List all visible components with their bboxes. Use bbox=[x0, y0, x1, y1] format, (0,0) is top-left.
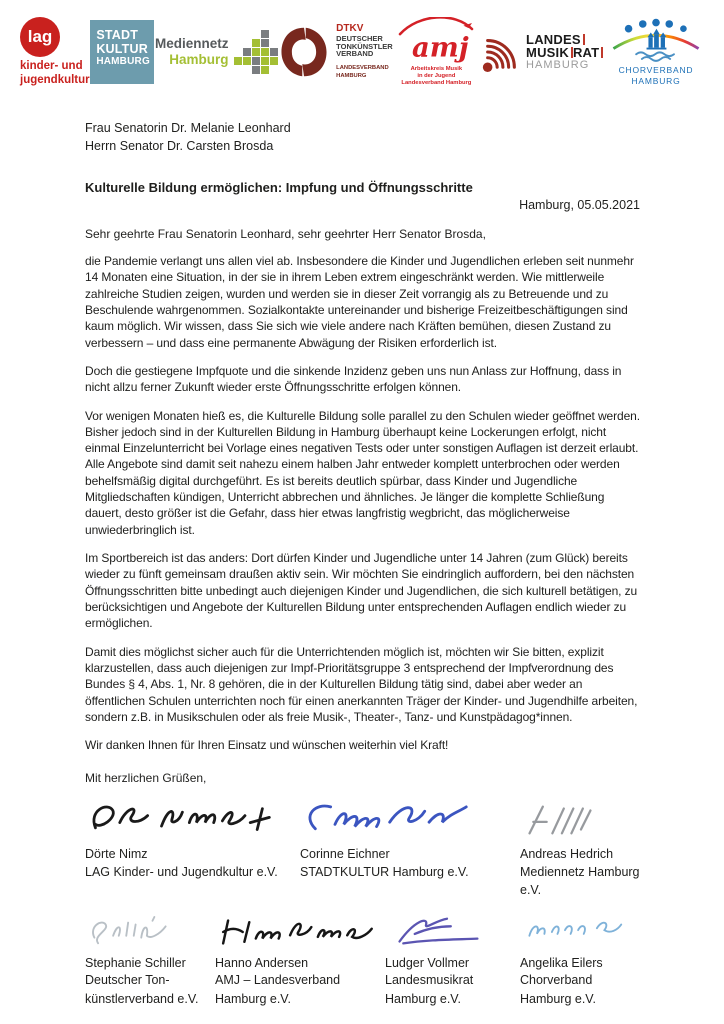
chorverband-emblem-icon bbox=[604, 18, 708, 64]
paragraph-1: die Pandemie verlangt uns allen viel ab. Insbesondere die Kinder und Jugendlichen erleben seit nunmehr 14 Monaten eine Situation, in der sie in ihrem Leben extrem eingeschränkt werden. Wie mittlerweile zahlreiche Studien zeigen, wurden und werden sie in dieser Zeit vorrangig als zu Betreuende und zu Beschulende wahrgenommen. Sozialkontakte untereinander und bisherige Freizeitbeschäftigungen sind kaum möglich. Wir wissen, dass Sie sich wie viele andere nach Kräften bemühen, diesen Zustand zu verbessern – und dass eine permanente Abwägung der Risiken erforderlich ist. bbox=[85, 254, 634, 350]
signature-doerte-nimz-icon bbox=[85, 798, 285, 842]
dtkv-line1: DEUTSCHER bbox=[336, 33, 383, 43]
signature-row-2 bbox=[85, 913, 640, 1008]
recipient-block bbox=[85, 120, 640, 155]
date-line: Hamburg, 05.05.2021 bbox=[519, 198, 640, 212]
landesmusikrat-arcs-icon bbox=[480, 30, 522, 74]
signer-org: Mediennetz Hamburg e.V. bbox=[520, 865, 640, 898]
signer-org-line2: Hamburg e.V. bbox=[385, 991, 461, 1006]
recipient-line2: Herrn Senator Dr. Carsten Brosda bbox=[85, 138, 274, 153]
signature-angelika-eilers-icon bbox=[520, 913, 625, 951]
amj-sub-line1: Arbeitskreis Musik bbox=[410, 65, 463, 72]
lmr-red-bar bbox=[583, 34, 585, 45]
letter-body bbox=[0, 120, 724, 1008]
logo-landesmusikrat bbox=[480, 30, 603, 74]
signer-org: LAG Kinder- und Jugendkultur e.V. bbox=[85, 865, 278, 880]
mediennetz-pixel-grid-icon bbox=[234, 30, 278, 74]
thanks-line: Wir danken Ihnen für Ihren Einsatz und wünschen weiterhin viel Kraft! bbox=[85, 738, 449, 753]
signature-andreas-hedrich-icon bbox=[520, 798, 600, 842]
signature-block-corinne-eichner bbox=[300, 798, 520, 899]
dtkv-line2: TONKÜNSTLER bbox=[336, 41, 393, 51]
signature-hanno-andersen-icon bbox=[215, 913, 375, 951]
logo-lag-kinder-jugendkultur bbox=[20, 17, 90, 88]
signature-block-angelika-eilers bbox=[520, 913, 640, 1008]
lmr-line3: RAT bbox=[572, 45, 600, 60]
mediennetz-line2: Hamburg bbox=[169, 52, 229, 67]
dtkv-sub-line1: LANDESVERBAND bbox=[336, 65, 389, 72]
logo-chorverband bbox=[604, 18, 708, 86]
lmr-line2: MUSIK bbox=[526, 45, 569, 60]
signer-org-line1: Deutscher Ton- bbox=[85, 973, 170, 988]
signer-org: STADTKULTUR Hamburg e.V. bbox=[300, 865, 469, 880]
stadtkultur-line1: STADT bbox=[96, 28, 139, 42]
signer-org-line1: AMJ – Landesverband bbox=[215, 973, 341, 988]
logo-stadtkultur bbox=[90, 20, 154, 84]
chorverband-line1: CHORVERBAND bbox=[618, 64, 694, 75]
stadtkultur-square-icon bbox=[90, 20, 154, 84]
signer-org-line2: künstlerverband e.V. bbox=[85, 991, 199, 1006]
signer-name: Dörte Nimz bbox=[85, 847, 148, 862]
signature-block-ludger-vollmer bbox=[385, 913, 520, 1008]
dtkv-sub-line2: HAMBURG bbox=[336, 72, 367, 79]
signature-ludger-vollmer-icon bbox=[385, 913, 490, 951]
chorverband-line2: HAMBURG bbox=[631, 75, 681, 86]
stadtkultur-line2: KULTUR bbox=[96, 42, 148, 56]
lag-sub-line2: jugendkultur bbox=[20, 73, 90, 86]
mediennetz-line1: Mediennetz bbox=[154, 36, 229, 52]
dtkv-emblem-icon bbox=[278, 26, 330, 78]
lag-sub-line1: kinder- und bbox=[20, 59, 83, 72]
lmr-sub: HAMBURG bbox=[526, 59, 590, 71]
svg-text:amj: amj bbox=[412, 31, 470, 64]
signature-block-doerte-nimz bbox=[85, 798, 300, 899]
amj-script-icon bbox=[393, 17, 479, 65]
paragraph-4: Im Sportbereich ist das anders: Dort dürfen Kinder und Jugendliche unter 14 Jahren (zum Glück) bereits wieder zu fünft gemeinsam draußen aktiv sein. Wir möchten Sie eindringlich auffordern, bei den nächsten Öffnungsschritten bitte unbedingt auch diejenigen Kinder und Jugendlichen, die sich kulturell betätigen, zu berücksichtigen und Angebote der Kulturellen Bildung unter entsprechenden Auflagen endlich wieder zu ermöglichen. bbox=[85, 551, 638, 631]
signer-name: Stephanie Schiller bbox=[85, 955, 186, 970]
logo-strip bbox=[0, 0, 724, 88]
signature-block-stephanie-schiller bbox=[85, 913, 215, 1008]
logo-mediennetz bbox=[155, 30, 278, 74]
logo-dtkv bbox=[278, 24, 393, 80]
signature-row-1 bbox=[85, 798, 640, 899]
paragraph-2: Doch die gestiegene Impfquote und die sinkende Inzidenz geben uns nun Anlass zur Hoffnung, dass in nicht allzu ferner Zukunft wieder erste Öffnungsschritte erfolgen können. bbox=[85, 363, 622, 395]
subject-line: Kulturelle Bildung ermöglichen: Impfung und Öffnungsschritte bbox=[85, 180, 473, 195]
closing-line: Mit herzlichen Grüßen, bbox=[85, 771, 207, 786]
signer-org-line1: Landesmusikrat bbox=[385, 973, 474, 988]
logo-amj bbox=[393, 17, 479, 88]
signature-corinne-eichner-icon bbox=[300, 798, 475, 842]
signature-stephanie-schiller-icon bbox=[85, 913, 175, 951]
dtkv-line3: VERBAND bbox=[336, 49, 374, 59]
salutation: Sehr geehrte Frau Senatorin Leonhard, sehr geehrter Herr Senator Brosda, bbox=[85, 227, 486, 241]
dtkv-abbr: DTKV bbox=[336, 23, 364, 35]
signer-name: Ludger Vollmer bbox=[385, 955, 470, 970]
signer-name: Corinne Eichner bbox=[300, 847, 390, 862]
signer-name: Angelika Eilers bbox=[520, 955, 603, 970]
signer-org-line1: Chorverband Hamburg e.V. bbox=[520, 973, 596, 1006]
stadtkultur-line3: HAMBURG bbox=[96, 56, 150, 67]
signer-name: Hanno Andersen bbox=[215, 955, 309, 970]
signer-name: Andreas Hedrich bbox=[520, 847, 614, 862]
lag-circle-icon bbox=[20, 17, 60, 57]
signature-block-hanno-andersen bbox=[215, 913, 385, 1008]
amj-sub-line2: in der Jugend bbox=[417, 72, 456, 79]
signature-block-andreas-hedrich bbox=[520, 798, 640, 899]
lmr-line1: LANDES bbox=[526, 32, 581, 47]
recipient-line1: Frau Senatorin Dr. Melanie Leonhard bbox=[85, 121, 291, 135]
amj-sub-line3: Landesverband Hamburg bbox=[401, 80, 472, 87]
signer-org-line2: Hamburg e.V. bbox=[215, 991, 291, 1006]
lag-mark: lag bbox=[27, 26, 53, 46]
paragraph-5: Damit dies möglichst sicher auch für die Unterrichtenden möglich ist, möchten wir Sie bitten, explizit klarzustellen, dass auch diejenigen zur Impf-Prioritätsgruppe 3 entsprechend der Impfverordnung des Bundes § 4, Abs. 1, Nr. 8 gehören, die in der Kulturellen Bildung tätig sind, dabei aber weder an öffentlichen Schulen unterrichten noch für einen anerkannten Träger der Kinder- und Jugendhilfe arbeiten, sondern z.B. in Musikschulen oder als freie Musik-, Theater-, Tanz- und Kunstpädagog*innen. bbox=[85, 644, 638, 724]
paragraph-3: Vor wenigen Monaten hieß es, die Kulturelle Bildung solle parallel zu den Schulen wieder geöffnet werden. Bisher jedoch sind in der Kulturellen Bildung in Hamburg überhaupt keine Lockerungen erfolgt, nicht einmal Einzelunterricht bei Vorlage eines negativen Tests oder unter sonstigen Auflagen ist derzeit erlaubt. Alle Angebote sind damit seit nahezu einem halben Jahr entweder komplett unterbrochen oder werden behelfsmäßig digital durchgeführt. Es ist bereits deutlich spürbar, dass Kinder und Jugendliche Mitgliedschaften kündigen, Unterricht abbrechen und ähnliches. Je länger die komplette Schließung dauert, desto größer ist die Gefahr, dass hier etwas langfristig wegbricht, das möglicherweise unwiederbringlich ist. bbox=[85, 408, 640, 537]
